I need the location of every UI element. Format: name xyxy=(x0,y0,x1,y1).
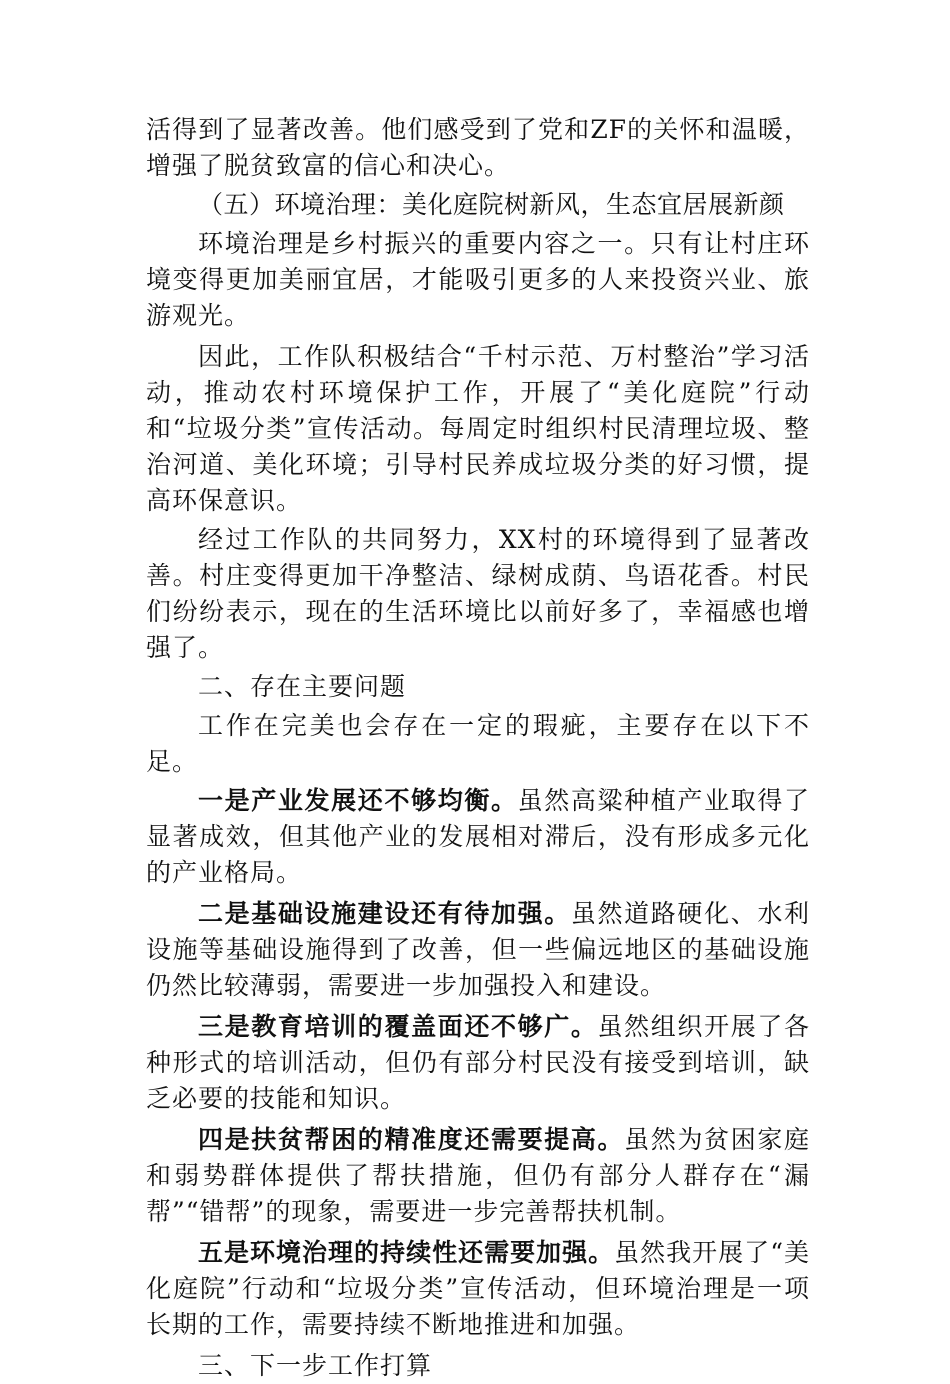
issue-title-1: 一是产业发展还不够均衡。 xyxy=(198,786,518,815)
issue-title-5: 五是环境治理的持续性还需要加强。 xyxy=(198,1238,615,1267)
issue-paragraph-5 xyxy=(146,1235,810,1343)
issue-paragraph-2 xyxy=(146,896,810,1004)
issue-paragraph-3 xyxy=(146,1009,810,1117)
issue-title-4: 四是扶贫帮困的精准度还需要提高。 xyxy=(198,1125,625,1154)
section-heading-next-steps: 三、下一步工作打算 xyxy=(198,1351,433,1380)
issue-title-2: 二是基础设施建设还有待加强。 xyxy=(198,899,571,928)
section-heading-problems: 二、存在主要问题 xyxy=(198,672,407,701)
issue-paragraph-1 xyxy=(146,783,810,891)
paragraph-continuation: 活得到了显著改善。他们感受到了党和ZF的关怀和温暖，增强了脱贫致富的信心和决心。 xyxy=(146,115,810,180)
issue-text-5: 虽然我开展了“美化庭院”行动和“垃圾分类”宣传活动，但环境治理是一项长期的工作，需要持续不断地推进和加强。 xyxy=(146,1238,810,1339)
issue-title-3: 三是教育培训的覆盖面还不够广。 xyxy=(198,1012,598,1041)
issue-paragraph-4 xyxy=(146,1122,810,1230)
subsection-heading-environment: （五）环境治理：美化庭院树新风，生态宜居展新颜 xyxy=(198,190,785,219)
issue-text-2: 虽然道路硬化、水利设施等基础设施得到了改善，但一些偏远地区的基础设施仍然比较薄弱，需要进一步加强投入和建设。 xyxy=(146,899,810,1000)
paragraph-environment-actions: 因此，工作队积极结合“千村示范、万村整治”学习活动，推动农村环境保护工作，开展了“美化庭院”行动和“垃圾分类”宣传活动。每周定时组织村民清理垃圾、整治河道、美化环境；引导村民养成垃圾分类的好习惯，提高环保意识。 xyxy=(146,342,810,515)
paragraph-environment-intro: 环境治理是乡村振兴的重要内容之一。只有让村庄环境变得更加美丽宜居，才能吸引更多的人来投资兴业、旅游观光。 xyxy=(146,229,810,330)
issue-text-1: 虽然高粱种植产业取得了显著成效，但其他产业的发展相对滞后，没有形成多元化的产业格局。 xyxy=(146,786,810,887)
issue-text-3: 虽然组织开展了各种形式的培训活动，但仍有部分村民没有接受到培训，缺乏必要的技能和知识。 xyxy=(146,1012,810,1113)
paragraph-problems-intro: 工作在完美也会存在一定的瑕疵，主要存在以下不足。 xyxy=(146,711,810,776)
issue-text-4: 虽然为贫困家庭和弱势群体提供了帮扶措施，但仍有部分人群存在“漏帮”“错帮”的现象，需要进一步完善帮扶机制。 xyxy=(146,1125,810,1226)
paragraph-environment-results: 经过工作队的共同努力，XX村的环境得到了显著改善。村庄变得更加干净整洁、绿树成荫、鸟语花香。村民们纷纷表示，现在的生活环境比以前好多了，幸福感也增强了。 xyxy=(146,525,810,662)
